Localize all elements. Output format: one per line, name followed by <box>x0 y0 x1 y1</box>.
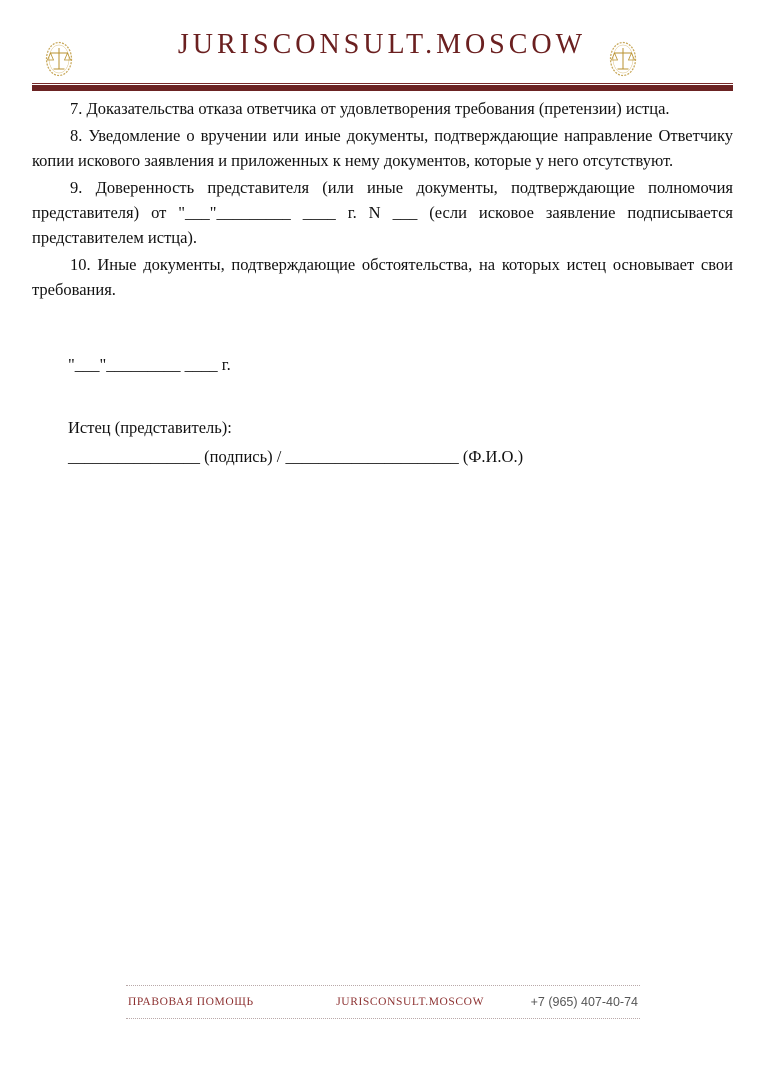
footer-phone: +7 (965) 407-40-74 <box>530 995 638 1009</box>
document-item-8: 8. Уведомление о вручении или иные документы, подтверждающие направление Ответчику копии искового заявления и приложенных к нему документов, которые у него отсутствуют. <box>32 126 733 170</box>
footer-rule-bottom <box>126 1018 640 1019</box>
footer-legal-label: ПРАВОВАЯ ПОМОЩЬ <box>128 996 254 1008</box>
page-header <box>0 0 764 96</box>
header-title-area <box>0 0 764 78</box>
signature-date-line: "___"_________ ____ г. <box>68 355 231 374</box>
claimant-label: Истец (представитель): <box>68 418 232 437</box>
footer-brand: JURISCONSULT.MOSCOW <box>336 996 485 1008</box>
document-item-9: 9. Доверенность представителя (или иные документы, подтверждающие полномочия представителя) от "___"_________ ____ г. N ___ (если исковое заявление подписывается представителем истца). <box>32 178 733 247</box>
page-footer <box>126 985 640 1019</box>
document-body <box>32 96 733 304</box>
signature-block <box>68 352 708 469</box>
header-divider <box>32 83 733 91</box>
document-item-10: 10. Иные документы, подтверждающие обстоятельства, на которых истец основывает свои требования. <box>32 255 733 299</box>
page-title: JURISCONSULT.MOSCOW <box>177 29 587 60</box>
header-rule-thick <box>32 85 733 91</box>
scales-of-justice-emblem <box>608 40 638 78</box>
document-item-7: 7. Доказательства отказа ответчика от удовлетворения требования (претензии) истца. <box>70 99 670 118</box>
footer-content <box>126 986 640 1018</box>
signature-name-line: ________________ (подпись) / _____________________ (Ф.И.О.) <box>68 447 524 466</box>
